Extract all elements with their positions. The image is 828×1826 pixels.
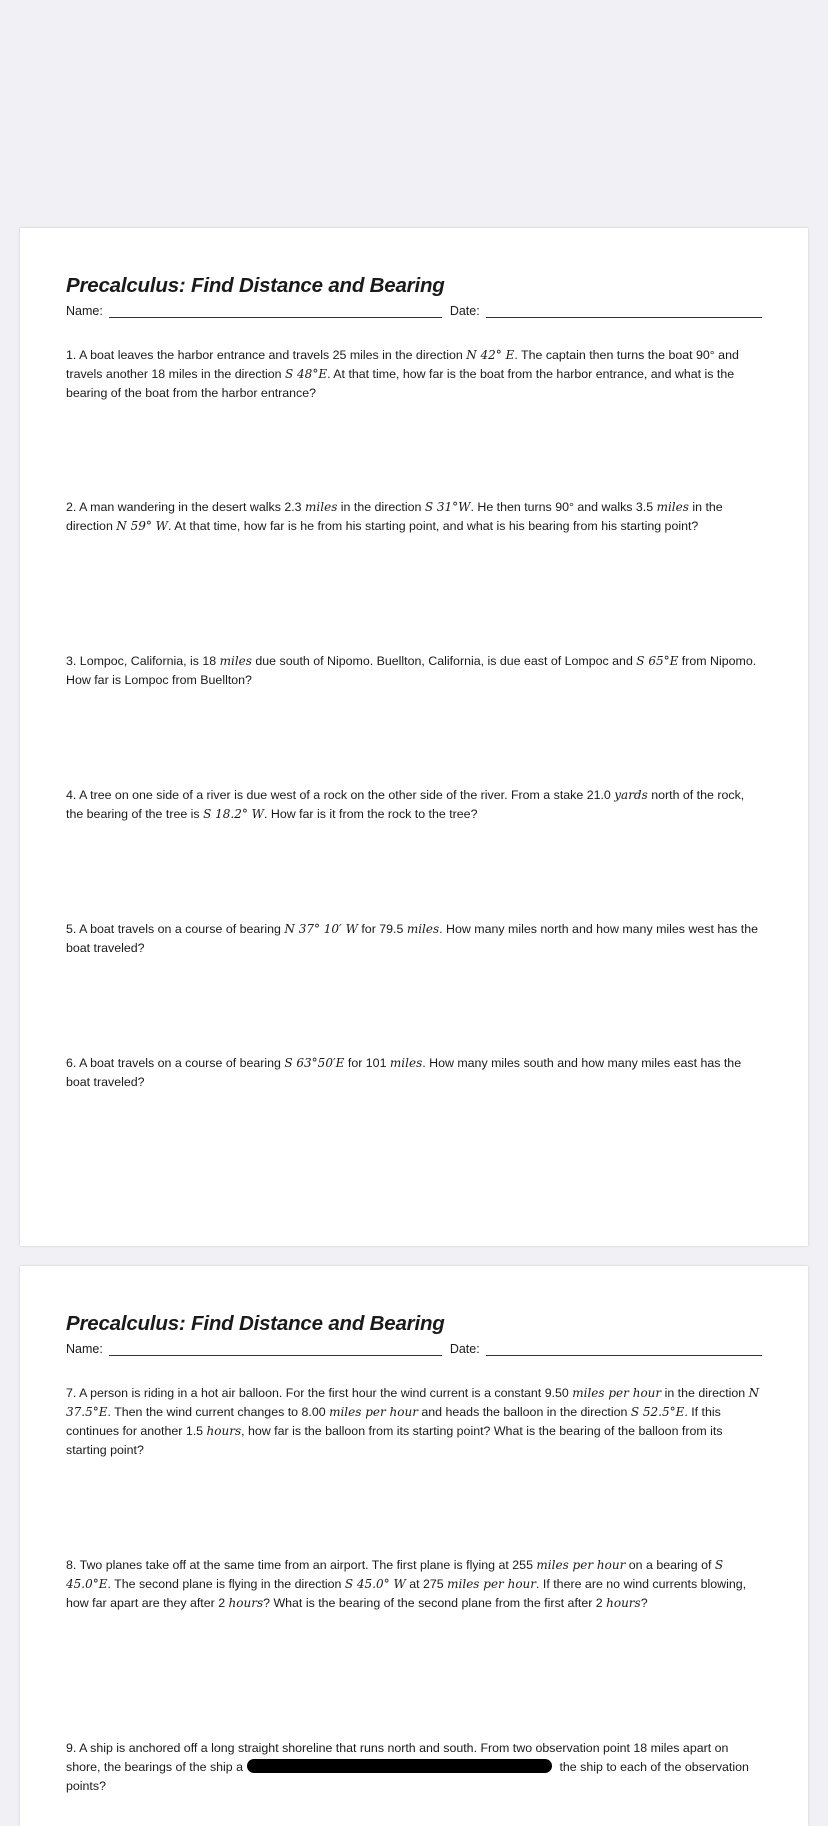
date-blank-line — [486, 1343, 762, 1356]
worksheet-title: Precalculus: Find Distance and Bearing — [66, 274, 445, 297]
worksheet-page-2 — [20, 1266, 808, 1826]
question-number: 5. — [66, 922, 77, 936]
question-3: 3. Lompoc, California, is 18 miles due south of Nipomo. Buellton, California, is due east of Lompoc and S 65°E from Nipomo. How far is Lompoc from Buellton? — [66, 654, 757, 687]
question-number: 7. — [66, 1386, 77, 1400]
question-number: 9. — [66, 1741, 77, 1755]
question-1: 1. A boat leaves the harbor entrance and travels 25 miles in the direction N 42° E. The captain then turns the boat 90° and travels another 18 miles in the direction S 48°E. At that time, how far is the boat from the harbor entrance, and what is the bearing of the boat from the harbor entrance? — [66, 348, 739, 400]
question-number: 1. — [66, 348, 77, 362]
name-date-row — [66, 1340, 762, 1356]
question-7: 7. A person is riding in a hot air balloon. For the first hour the wind current is a constant 9.50 miles per hour in the direction N 37.5°E. Then the wind current changes to 8.00 miles per hour and heads the balloon in the direction S 52.5°E. If this continues for another 1.5 hours, how far is the balloon from its starting point? What is the bearing of the balloon from its starting point? — [66, 1386, 760, 1457]
question-number: 8. — [66, 1558, 77, 1572]
question-2: 2. A man wandering in the desert walks 2.3 miles in the direction S 31°W. He then turns 90° and walks 3.5 miles in the direction N 59° W. At that time, how far is he from his starting point, and what is his bearing from his starting point? — [66, 500, 723, 533]
question-6: 6. A boat travels on a course of bearing S 63°50′E for 101 miles. How many miles south and how many miles east has the boat traveled? — [66, 1056, 742, 1089]
name-date-row — [66, 302, 762, 318]
question-8: 8. Two planes take off at the same time from an airport. The first plane is flying at 255 miles per hour on a bearing of S 45.0°E. The second plane is flying in the direction S 45.0° W at 275 miles per hour. If there are no wind currents blowing, how far apart are they after 2 hours? What is the bearing of the second plane from the first after 2 hours? — [66, 1558, 747, 1610]
question-number: 4. — [66, 788, 77, 802]
date-blank-line — [486, 305, 762, 318]
date-label: Date: — [449, 1341, 480, 1356]
redaction-mark — [247, 1759, 552, 1773]
name-label: Name: — [66, 303, 103, 318]
question-number: 3. — [66, 654, 77, 668]
question-9: 9. A ship is anchored off a long straight shoreline that runs north and south. From two observation point 18 miles apart on shore, the bearings of the ship a the ship to each of the observation points? — [66, 1741, 749, 1793]
date-label: Date: — [449, 303, 480, 318]
name-label: Name: — [66, 1341, 103, 1356]
question-number: 6. — [66, 1056, 77, 1070]
question-4: 4. A tree on one side of a river is due west of a rock on the other side of the river. From a stake 21.0 yards north of the rock, the bearing of the tree is S 18.2° W. How far is it from the rock to the tree? — [66, 788, 745, 821]
question-number: 2. — [66, 500, 77, 514]
name-blank-line — [109, 305, 442, 318]
question-5: 5. A boat travels on a course of bearing N 37° 10′ W for 79.5 miles. How many miles north and how many miles west has the boat traveled? — [66, 922, 759, 955]
worksheet-title: Precalculus: Find Distance and Bearing — [66, 1312, 445, 1335]
worksheet-page-1 — [20, 228, 808, 1246]
name-blank-line — [109, 1343, 442, 1356]
